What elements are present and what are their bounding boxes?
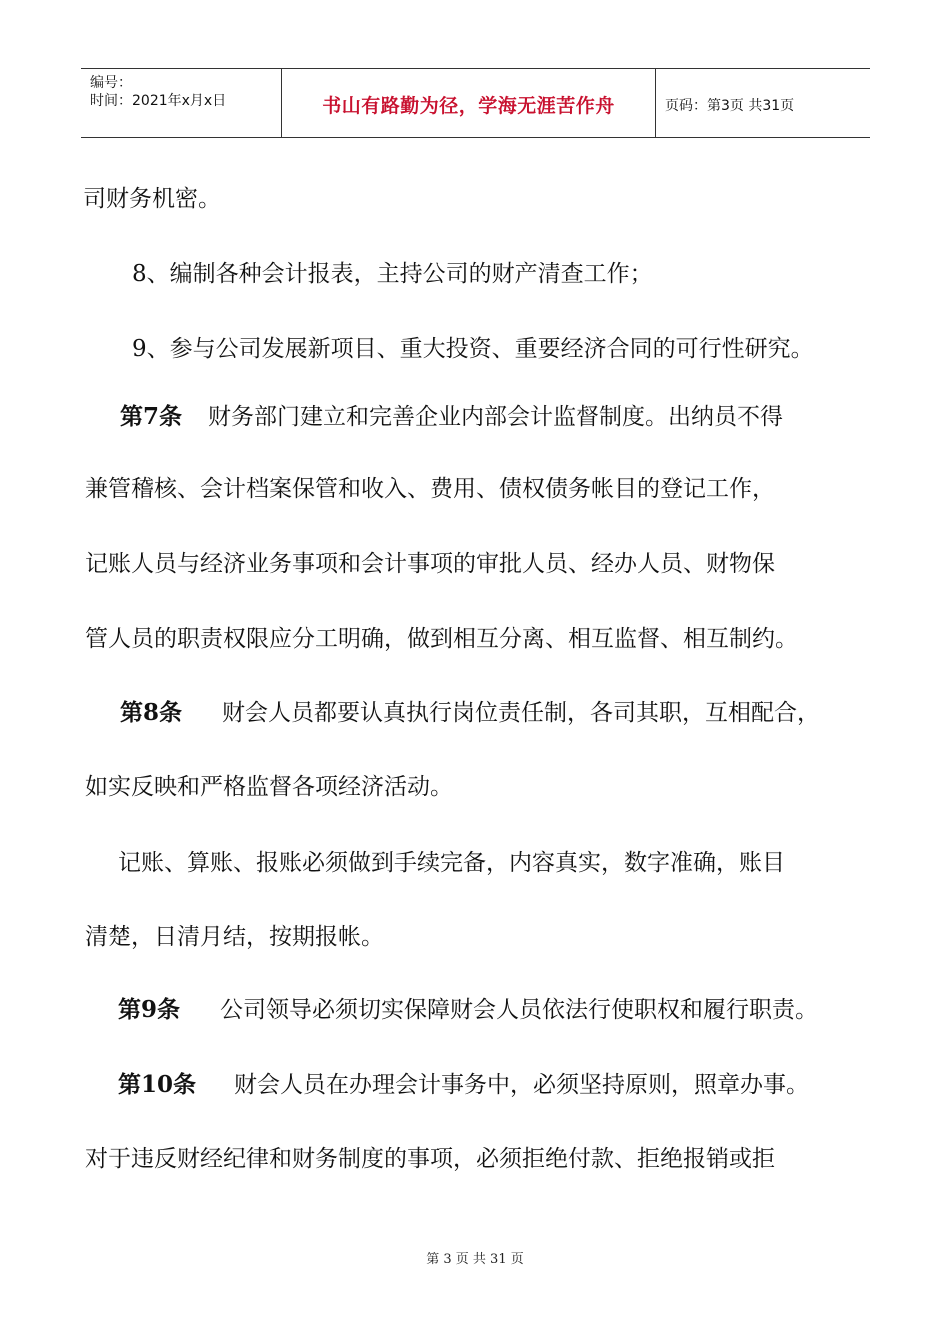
paragraph-line: 兼管稽核、会计档案保管和收入、费用、债权债务帐目的登记工作， <box>85 476 775 502</box>
list-item-8: 8、编制各种会计报表，主持公司的财产清查工作； <box>132 261 653 287</box>
paragraph-line: 对于违反财经纪律和财务制度的事项，必须拒绝付款、拒绝报销或拒 <box>85 1146 775 1172</box>
article-7-title: 第7条 <box>120 403 183 430</box>
header-page-cell <box>656 69 870 137</box>
article-8-line <box>120 694 820 727</box>
article-9-line <box>118 991 818 1024</box>
serial-label: 编号： <box>90 75 132 91</box>
motto-text: 书山有路勤为径，学海无涯苦作舟 <box>322 95 615 117</box>
paragraph-line: 管人员的职责权限应分工明确，做到相互分离、相互监督、相互制约。 <box>85 626 798 652</box>
page-footer: 第 3 页 共 31 页 <box>426 1252 524 1267</box>
article-10-line <box>118 1066 809 1099</box>
paragraph-line: 清楚，日清月结，按期报帐。 <box>85 924 384 950</box>
header-motto-cell <box>282 69 656 137</box>
article-8-text: 财会人员都要认真执行岗位责任制，各司其职，互相配合， <box>222 700 821 726</box>
article-10-title: 第10条 <box>118 1071 197 1098</box>
article-7-text: 财务部门建立和完善企业内部会计监督制度。出纳员不得 <box>208 404 784 430</box>
list-item-9: 9、参与公司发展新项目、重大投资、重要经济合同的可行性研究。 <box>132 336 814 362</box>
paragraph-line: 记账、算账、报账必须做到手续完备，内容真实，数字准确，账目 <box>118 850 785 876</box>
paragraph-line: 如实反映和严格监督各项经济活动。 <box>85 774 453 800</box>
header-meta-cell <box>81 69 282 137</box>
header-table <box>81 68 870 138</box>
page-code: 页码：第3页 共31页 <box>665 98 795 114</box>
article-9-text: 公司领导必须切实保障财会人员依法行使职权和履行职责。 <box>220 997 819 1023</box>
paragraph-line: 记账人员与经济业务事项和会计事项的审批人员、经办人员、财物保 <box>85 551 775 577</box>
date-label: 时间：2021年x月x日 <box>90 93 227 109</box>
article-10-text: 财会人员在办理会计事务中，必须坚持原则，照章办事。 <box>234 1072 810 1098</box>
paragraph-line: 司财务机密。 <box>83 186 221 212</box>
article-7-line <box>120 398 783 431</box>
article-8-title: 第8条 <box>120 699 183 726</box>
article-9-title: 第9条 <box>118 996 181 1023</box>
